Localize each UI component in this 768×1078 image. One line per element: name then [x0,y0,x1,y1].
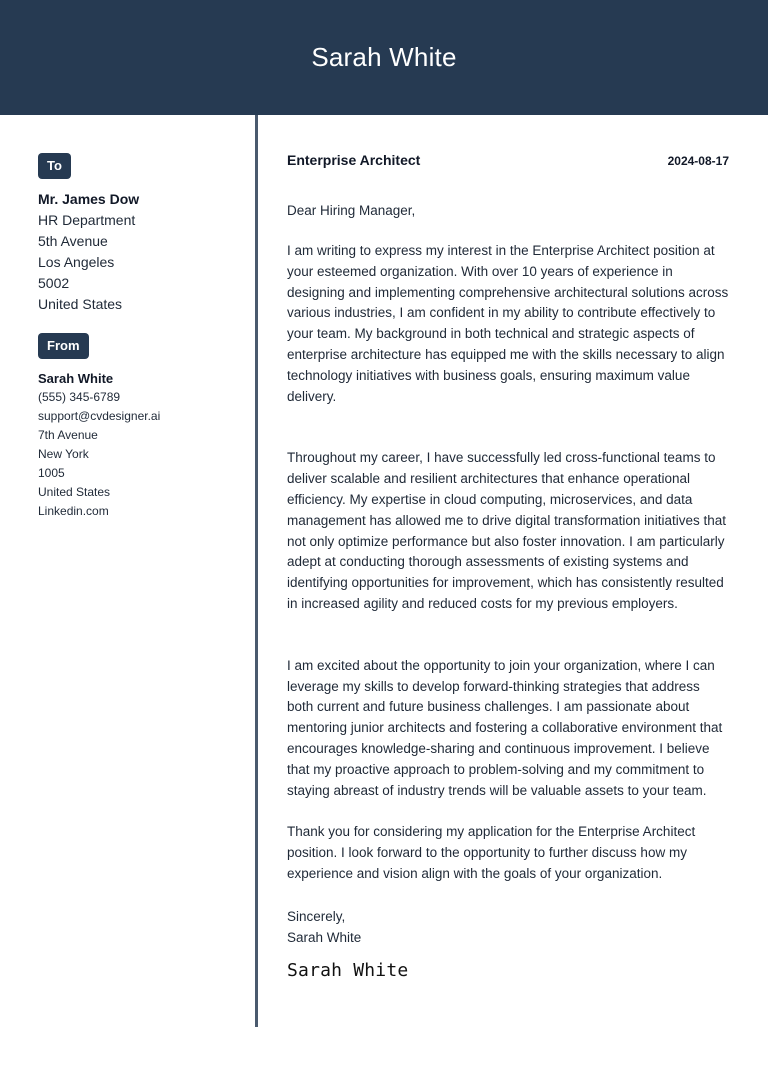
job-title: Enterprise Architect [287,152,421,168]
letter-date: 2024-08-17 [667,154,729,168]
column-divider [255,115,258,1027]
sender-country: United States [38,485,111,499]
salutation: Dear Hiring Manager, [287,203,416,218]
recipient-city: Los Angeles [38,254,115,270]
closing-block [287,906,729,948]
paragraph-4: Thank you for considering my application for the Enterprise Architect position. I look forward to the opportunity to further discuss how my experience and vision align with the goals of your organization. [287,824,696,881]
sender-postcode: 1005 [38,466,65,480]
recipient-postcode: 5002 [38,275,70,291]
letter-body [287,152,729,981]
sender-email: support@cvdesigner.ai [38,409,161,423]
page-header [0,0,768,115]
recipient-block [38,189,238,315]
recipient-name: Mr. James Dow [38,191,140,207]
from-badge: From [38,333,89,359]
sender-linkedin: Linkedin.com [38,504,109,518]
sender-name: Sarah White [38,371,114,386]
paragraph-1: I am writing to express my interest in the Enterprise Architect position at your esteemed organization. With over 10 years of experience in designing and implementing comprehensive architectural solutions across various industries, I am confident in my ability to contribute effectively to your team. My background in both technical and strategic aspects of enterprise architecture has equipped me with the skills necessary to align technology initiatives with business goals, ensuring maximum value delivery. [287,243,729,404]
sidebar [38,153,238,521]
sender-street: 7th Avenue [38,428,98,442]
sender-block [38,369,238,521]
letter-title-row [287,152,729,168]
to-badge: To [38,153,71,179]
sender-city: New York [38,447,89,461]
closing-phrase: Sincerely, [287,908,346,924]
recipient-street: 5th Avenue [38,233,108,249]
signature: Sarah White [287,959,409,981]
header-name: Sarah White [311,42,457,72]
paragraph-2: Throughout my career, I have successfully led cross-functional teams to deliver scalable and resilient architectures that enhance operational efficiency. My expertise in cloud computing, microservices, and data management has allowed me to drive digital transformation initiatives that not only optimize performance but also foster innovation. I am particularly adept at conducting thorough assessments of existing systems and identifying opportunities for improvement, which has consistently resulted in increased agility and reduced costs for my previous employers. [287,450,726,611]
recipient-country: United States [38,296,123,312]
sender-phone: (555) 345-6789 [38,390,121,404]
paragraph-3: I am excited about the opportunity to join your organization, where I can leverage my skills to develop forward-thinking strategies that address both current and future business challenges. I am passionate about mentoring junior architects and fostering a collaborative environment that encourages knowledge-sharing and continuous improvement. I believe that my proactive approach to problem-solving and my commitment to staying abreast of industry trends will be valuable assets to your team. [287,657,723,798]
closing-name: Sarah White [287,929,362,945]
recipient-department: HR Department [38,212,136,228]
